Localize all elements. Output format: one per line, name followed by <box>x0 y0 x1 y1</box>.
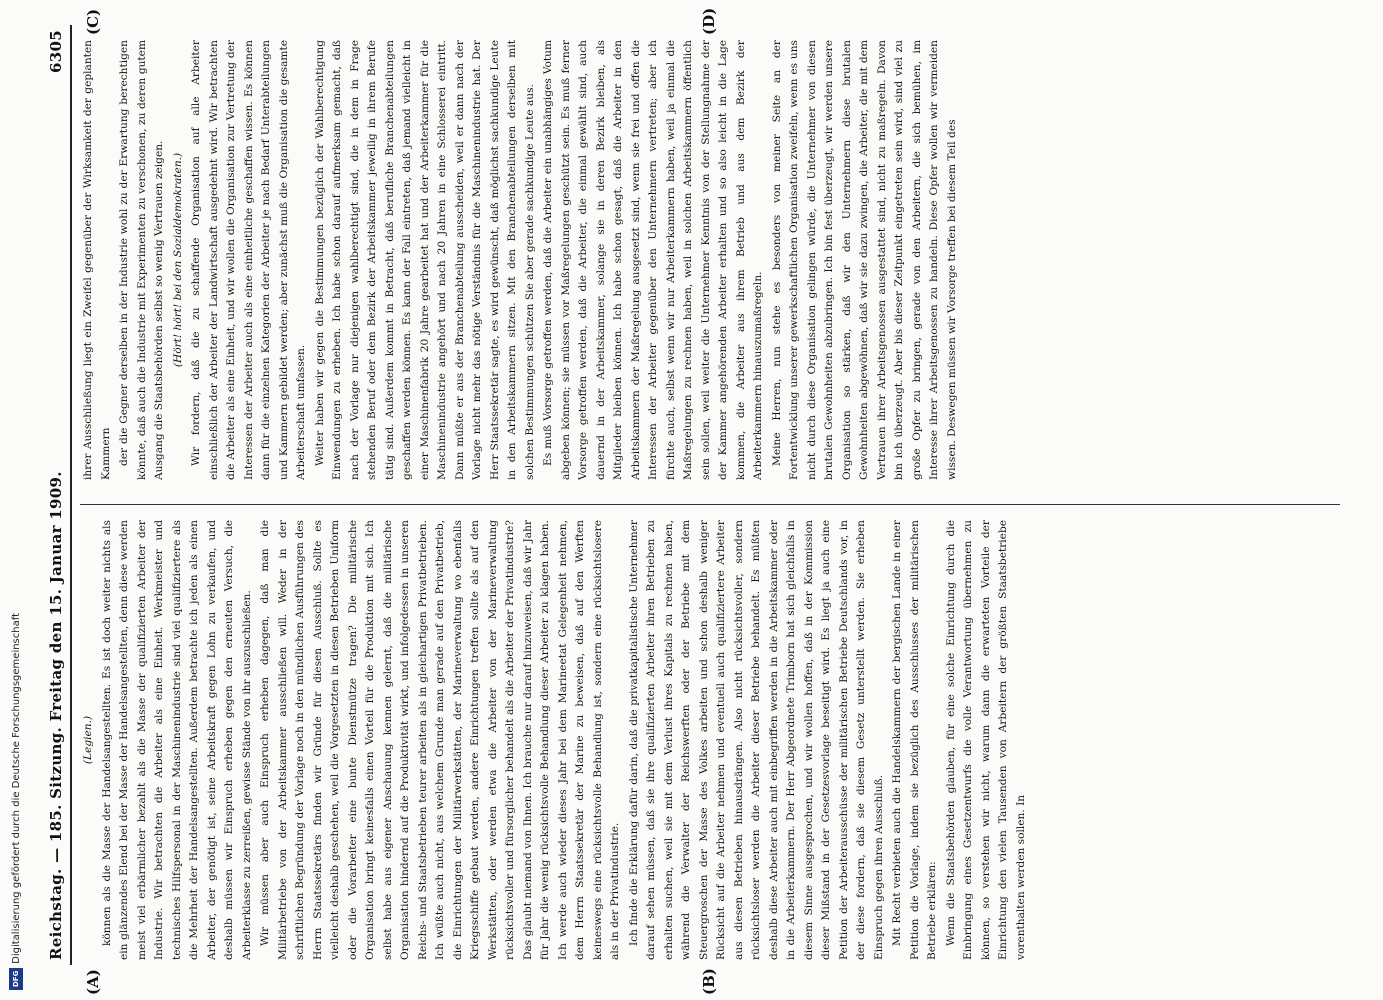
left-column <box>80 520 1360 960</box>
paragraph: Wir fordern, daß die zu schaffende Organisation auf alle Arbeiter einschließlich der Arbeiter der Landwirtschaft ausgedehnt wird. Wir betrachten die Arbeiter als eine Einheit, und wir wollen die Organisation zur Vertretung der Interessen der Arbeiter auch als eine einheitliche geschaffen wissen. Es können dann für die einzelnen Kategorien der Arbeiter je nach Bedarf Unterabteilungen und Kammern gebildet werden; aber zunächst muß die Organisation die gesamte Arbeiterschaft umfassen. <box>190 40 307 480</box>
speaker-name: (Legien.) <box>82 715 94 765</box>
column-divider <box>80 504 1340 505</box>
margin-marker-b: (B) <box>700 968 718 995</box>
paragraph: Weiter haben wir gegen die Bestimmungen bezüglich der Wahlberechtigung Einwendungen zu erheben. Ich habe schon darauf aufmerksam gemacht, daß nach der Vorlage nur diejenigen wahlberechtigt sind, die in dem in Frage stehenden Beruf oder dem Bezirk der Arbeitskammer jeweilig in ihrem Berufe tätig sind. Außerdem kommt in Betracht, daß berufliche Branchenabteilungen geschaffen werden können. Es kann der Fall eintreten, daß jemand vielleicht in einer Maschinenfabrik 20 Jahre gearbeitet hat und der Arbeiterkammer für die Maschinenindustrie angehört und nach 20 Jahren in eine Schlosserei eintritt. Dann müßte er aus der Branchenabteilung ausscheiden, weil er dann nach der Vorlage nicht mehr das nötige Verständnis für die Maschinenindustrie hat. Der Herr Staatssekretär sagte, es wird gewünscht, daß möglichst sachkundige Leute in den Arbeitskammern sitzen. Mit den Branchenabteilungen derselben mit solchen Bestimmungen schützen Sie aber gerade sachkundige Leute aus. <box>313 40 536 480</box>
paragraph: Es muß Vorsorge getroffen werden, daß die Arbeiter ein unabhängiges Votum abgeben können; sie müssen vor Maßregelungen geschützt sein. Es muß ferner Vorsorge getroffen werden, daß die Arbeiter, die einmal gewählt sind, auch dauernd in der Arbeitskammer, solange sie in deren Bezirk bleiben, als Mitglieder bleiben können. Ich habe schon gesagt, daß die Arbeiter in den Arbeitskammern der Maßregelung ausgesetzt sind, wenn sie frei und offen die Interessen der Arbeiter gegenüber den Unternehmern vertreten; aber ich fürchte auch, selbst wenn wir nur Arbeiterkammern haben, weil ja einmal die Maßregelungen zu rechnen haben, weil in solchen Arbeitskammern öffentlich sein sollen, weil weiter die Unternehmer Kenntnis von der Stellungnahme der der Kammer angehörenden Arbeiter erhalten und so also leicht in die Lage kommen, die Arbeiter aus ihrem Betrieb und aus dem Bezirk der Arbeiterkammern hinauszumaßregeln. <box>542 40 764 480</box>
right-column <box>80 40 1360 480</box>
paragraph: ihrer Ausschließung liegt ein Zweifel gegenüber der Wirksamkeit der geplanten Kammern <box>82 40 112 480</box>
paragraph: können als die Masse der Handelsangestellten. Es ist doch weiter nichts als ein glänzendes Elend bei der Masse der Handelsangestellten, denn diese werden meist viel erbärmlicher bezahlt als die Masse der qualifizierten Arbeiter der Industrie. Wir betrachten die Arbeiter als eine Einheit. Werkmeister und technisches Hilfspersonal in der Maschinenindustrie sind viel qualifiziertere als die Mehrheit der Handelsangestellten. Außerdem betrachte ich jeden als einen Arbeiter, der genötigt ist, seine Arbeitskraft gegen Lohn zu verkaufen, und deshalb müssen wir Einspruch erheben gegen den erneuten Versuch, die Arbeiterklasse zu zerreißen, gewisse Stände von ihr auszuschließen. <box>100 520 253 960</box>
rotated-page <box>40 0 1370 1000</box>
quoted-paragraph: Wenn die Staatsbehörden glauben, für eine solche Einrichtung durch die Einbringung eines Gesetzentwurfs die volle Verantwortung übernehmen zu können, so verstehen wir nicht, warum dann die erwarteten Vorteile der Einrichtung den vielen Tausenden von Arbeitern der größten Staatsbetriebe vorenthalten werden sollen. In <box>944 520 1027 960</box>
page-header <box>44 30 68 960</box>
header-title: Reichstag. — 185. Sitzung. Freitag den 15. Januar 1909. <box>47 471 65 960</box>
paragraph: Wir müssen aber auch Einspruch erheben dagegen, daß man die Militärbetriebe von der Arbeitskammer ausschließen will. Weder in der schriftlichen Begründung der Vorlage noch in den mündlichen Ausführungen des Herrn Staatssekretärs finden wir Gründe für diesen Ausschluß. Sollte es vielleicht deshalb geschehen, weil die Vorgesetzten in diesen Betrieben Uniform oder die Vorarbeiter eine bunte Dienstmütze tragen? Die militärische Organisation bringt keinesfalls einen Vorteil für die Produktion mit sich. Ich selbst habe aus eigener Anschauung kennen gelernt, daß die militärische Organisation hindernd auf die Produktivität wirkt, und infolgedessen in unseren Reichs- und Staatsbetrieben teurer arbeiten als in gleichartigen Privatbetrieben. Ich wüßte auch nicht, aus welchem Grunde man gerade auf den Privatbetrieb, die Einrichtungen der Militärwerkstätten, der Marineverwaltung wo ebenfalls Kriegsschiffe gebaut werden, andere Einrichtungen treffen sollte als auf den Werkstätten, oder werden etwa die Arbeiter von der Marineverwaltung rücksichtsvoller und fürsorglicher behandelt als die Arbeiter der Privatindustrie? Das glaubt niemand von Ihnen. Ich brauche nur darauf hinzuweisen, daß wir Jahr für Jahr die wenig rücksichtsvolle Behandlung dieser Arbeiter zu klagen haben. Ich werde auch wieder dieses Jahr bei dem Marineetat Gelegenheit nehmen, dem Herrn Staatssekretär der Marine zu beweisen, daß auf den Werften keineswegs eine rücksichtsvolle Behandlung ist, sondern eine rücksichtslosere als in der Privatindustrie. <box>259 520 621 960</box>
margin-marker-c: (C) <box>84 8 102 35</box>
paragraph: Mit Recht verbieten auch die Handelskammern der bergischen Lande in einer Petition die Vorlage, indem sie bezüglich des Ausschlusses der militärischen Betriebe erklären: <box>891 520 938 960</box>
page-number: 6305 <box>47 30 65 73</box>
dfg-logo: DFG <box>9 968 23 990</box>
header-rule <box>70 25 72 965</box>
paragraph: Ich finde die Erklärung dafür darin, daß die privatkapitalistische Unternehmer darauf sehen müssen, daß sie ihre qualifizierten Arbeiter ihren Betrieben zu erhalten suchen, weil sie mit dem Verlust ihres Kapitals zu rechnen haben, während die Verwalter der Reichswerften oder der Betriebe mit dem Steuergroschen der Masse des Volkes arbeiten und schon deshalb weniger Rücksicht auf die Arbeiter nehmen und eventuell auch qualifiziertere Arbeiter aus diesen Betrieben hinausdrängen. Also nicht rücksichtsvoller, sondern rücksichtsloser werden die Arbeiter dieser Betriebe behandelt. Es müßten deshalb diese Arbeiter auch mit einbegriffen werden in die Arbeitskammer oder in die Arbeiterkammern. Der Herr Abgeordnete Trimborn hat sich gleichfalls in diesem Sinne ausgesprochen, und wir wollen hoffen, daß in der Kommission dieser Mißstand in der Gesetzesvorlage beseitigt wird. Es liegt ja auch eine Petition der Arbeiterausschüsse der militärischen Betriebe Deutschlands vor, in der diese fordern, daß sie diesem Gesetz unterstellt werden. Sie erheben Einspruch gegen ihren Ausschluß. <box>627 520 885 960</box>
margin-marker-a: (A) <box>84 969 102 995</box>
interjection: (Hört! hört! bei den Sozialdemokraten.) <box>171 152 184 368</box>
paragraph: Meine Herren, nun stehe es besonders von meiner Seite an der Fortentwicklung unserer gewerkschaftlichen Organisation zweifeln, wenn es uns nicht durch diese Organisation gelingen würde, die Unternehmer von diesen brutalen Gewohnheiten abzubringen. Ich bin fest überzeugt, wir werden unsere Organisation so stärken, daß wir den Unternehmern diese brutalen Gewohnheiten abgewöhnen, daß wir sie dazu zwingen, die Arbeiter, die mit dem Vertrauen ihrer Arbeitsgenossen ausgestattet sind, nicht zu maßregeln. Davon bin ich überzeugt. Aber bis dieser Zeitpunkt eingetreten sein wird, sind viel zu große Opfer zu bringen, gerade von den Arbeitern, die sich bemühen, im Interesse ihrer Arbeitsgenossen zu handeln. Diese Opfer wollen wir vermeiden wissen. Deswegen müssen wir Vorsorge treffen bei diesem Teil des <box>770 40 958 480</box>
credit-text: Digitalisierung gefördert durch die Deutsche Forschungsgemeinschaft <box>10 613 22 964</box>
quoted-paragraph: der die Gegner derselben in der Industrie wohl zu der Erwartung berechtigen könnte, daß auch die Industrie mit Experimenten zu verschonen, zu deren gutem Ausgang die Staatsbehörden selbst so wenig Vertrauen zeigen. <box>118 40 165 480</box>
digitization-credit <box>6 40 26 990</box>
margin-marker-d: (D) <box>700 7 718 35</box>
